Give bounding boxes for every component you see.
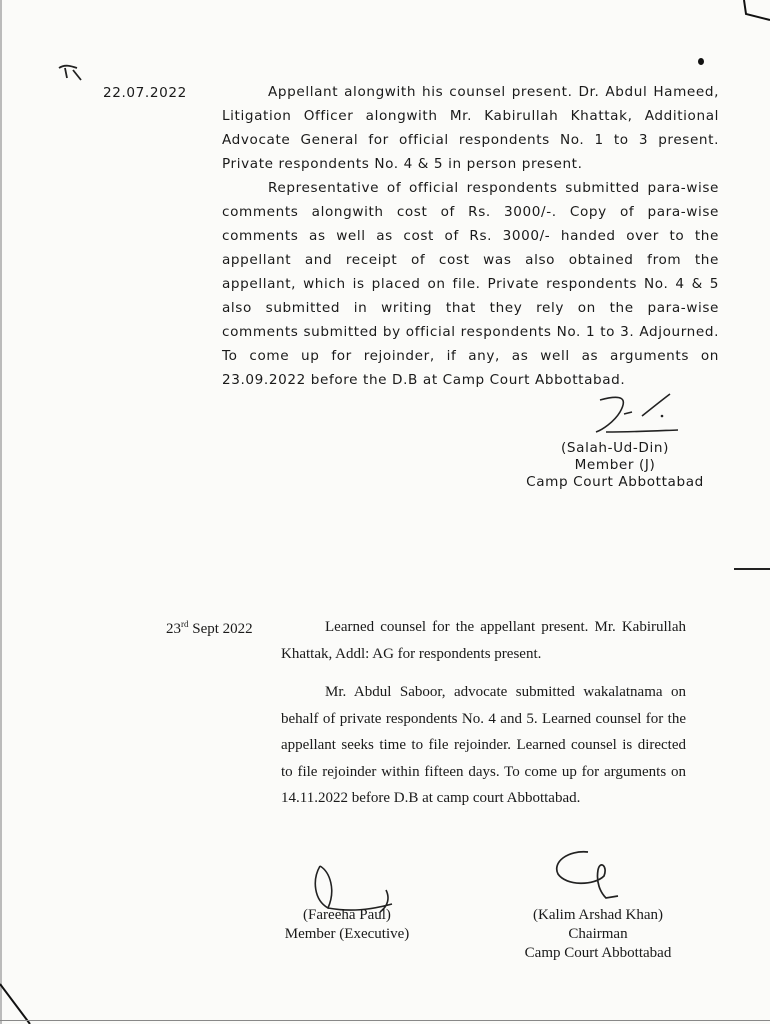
entry2-signatory-right [488, 906, 708, 963]
signatory-right-name: (Kalim Arshad Khan) [533, 907, 663, 923]
signatory-title: Member (J) [574, 457, 656, 473]
signatory-right-title: Chairman [568, 926, 628, 942]
signature-salah-ud-din [592, 392, 682, 437]
entry1-paragraph-2: Representative of official respondents submitted para-wise comments alongwith cost of Rs. 3000/-. Copy of para-wise comments as well as cost of Rs. 3000/- handed over to the appellant and receipt of cost was also obtained from the appellant, which is placed on file. Private respondents No. 4 & 5 also submitted in writing that they rely on the para-wise comments submitted by official respondents No. 1 to 3. Adjourned. To come up for rejoinder, if any, as well as arguments on 23.09.2022 before the D.B at Camp Court Abbottabad. [222, 180, 719, 388]
scan-corner-bottom-left [0, 984, 40, 1024]
signatory-right-place: Camp Court Abbottabad [524, 945, 672, 961]
entry2-date-suffix: rd [181, 619, 189, 629]
entry1-signatory [510, 440, 720, 491]
signature-kalim-arshad-khan [548, 846, 628, 906]
entry2-date-rest: Sept 2022 [188, 621, 253, 637]
ink-dot [698, 58, 704, 65]
entry1-paragraph-1: Appellant alongwith his counsel present. Dr. Abdul Hameed, Litigation Officer alongwith Mr. Kabirullah Khattak, Additional Advocate General for official respondents No. 1 to 3 present. Private respondents No. 4 & 5 in person present. [222, 84, 719, 172]
signatory-name: (Salah-Ud-Din) [561, 440, 669, 456]
entry1-body [222, 80, 719, 392]
margin-dash-right [734, 568, 770, 570]
entry2-paragraph-1: Learned counsel for the appellant present. Mr. Kabirullah Khattak, Addl: AG for respondents present. [281, 619, 686, 662]
pin-mark-icon [55, 62, 85, 92]
entry2-date-day: 23 [166, 621, 181, 637]
signatory-place: Camp Court Abbottabad [526, 474, 704, 490]
scan-corner-top-right [730, 0, 770, 24]
bottom-edge-line [0, 1020, 770, 1021]
scan-edge-left [0, 0, 2, 1024]
entry2-paragraph-2: Mr. Abdul Saboor, advocate submitted wakalatnama on behalf of private respondents No. 4 and 5. Learned counsel for the appellant seeks time to file rejoinder. Learned counsel is directed to file rejoinder within fifteen days. To come up for arguments on 14.11.2022 before D.B at camp court Abbottabad. [281, 684, 686, 806]
entry1-date: 22.07.2022 [103, 85, 187, 101]
signatory-left-name: (Fareeha Paul) [303, 907, 391, 923]
signatory-left-title: Member (Executive) [284, 926, 410, 942]
entry2-signatory-left [262, 906, 432, 944]
entry2-date [166, 619, 253, 638]
entry2-body [281, 614, 686, 812]
